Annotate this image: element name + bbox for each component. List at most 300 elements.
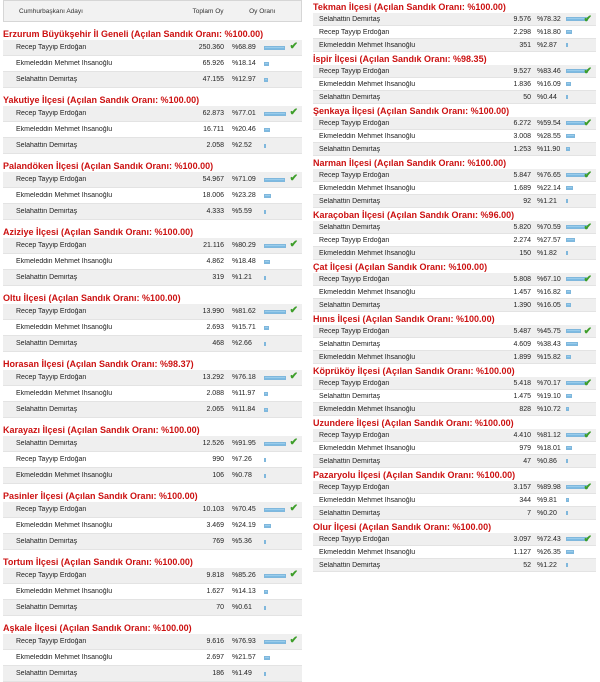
candidate-name: Recep Tayyip Erdoğan [16,242,87,249]
vote-percentage: %0.44 [537,93,557,101]
winner-check-icon: ✔ [583,378,592,389]
candidate-name: Selahattin Demirtaş [16,538,78,545]
vote-percentage: %1.49 [232,670,252,677]
vote-percentage: %70.17 [537,379,561,387]
vote-percentage: %10.72 [537,405,561,413]
vote-percentage: %21.57 [232,654,256,661]
candidate-name: Ekmeleddin Mehmet İhsanoğlu [16,390,113,397]
candidate-name: Selahattin Demirtaş [16,76,78,83]
candidate-row [3,518,302,534]
vote-count: 5.820 [513,223,531,231]
candidate-name: Ekmeleddin Mehmet İhsanoğlu [16,654,113,661]
vote-share-bar [566,147,570,151]
candidate-name: Recep Tayyip Erdoğan [16,374,87,381]
vote-count: 10.103 [202,506,224,513]
vote-count: 47.155 [202,76,224,83]
vote-percentage: %45.75 [537,327,561,335]
district-title[interactable]: İspir İlçesi (Açılan Sandık Oranı: %98.35) [313,54,487,64]
vote-count: 62.873 [202,110,224,117]
vote-count: 769 [212,538,224,545]
vote-percentage: %12.97 [232,76,256,83]
vote-count: 1.899 [513,353,531,361]
vote-percentage: %68.89 [232,44,256,51]
candidate-row [3,568,302,584]
vote-percentage: %76.65 [537,171,561,179]
vote-count: 1.836 [513,80,531,88]
vote-count: 5.847 [513,171,531,179]
vote-percentage: %80.29 [232,242,256,249]
candidate-row [3,436,302,452]
vote-count: 7 [527,509,531,517]
candidate-row [3,600,302,616]
vote-share-bar [566,290,571,294]
district-title[interactable]: Pazaryolu İlçesi (Açılan Sandık Oranı: %100.00) [313,470,516,480]
candidate-row [313,130,596,143]
vote-count: 3.157 [513,483,531,491]
vote-percentage: %77.01 [232,110,256,117]
candidate-name: Selahattin Demirtaş [16,406,78,413]
vote-percentage: %20.46 [232,126,256,133]
vote-share-bar [264,276,266,280]
candidate-name: Recep Tayyip Erdoğan [16,638,87,645]
vote-share-bar [264,326,269,330]
vote-percentage: %89.98 [537,483,561,491]
vote-count: 13.292 [202,374,224,381]
vote-percentage: %15.71 [232,324,256,331]
vote-count: 18.006 [202,192,224,199]
vote-count: 2.065 [206,406,224,413]
winner-check-icon: ✔ [583,534,592,545]
candidate-row [313,494,596,507]
candidate-row [313,429,596,442]
candidate-name: Selahattin Demirtaş [319,509,381,517]
candidate-row [313,65,596,78]
candidate-name: Selahattin Demirtaş [319,197,381,205]
header-votes: Toplam Oy [192,7,224,15]
vote-percentage: %28.55 [537,132,561,140]
candidate-name: Selahattin Demirtaş [319,145,381,153]
vote-count: 2.697 [206,654,224,661]
candidate-row [313,143,596,156]
candidate-name: Ekmeleddin Mehmet İhsanoğlu [319,41,416,49]
candidate-name: Selahattin Demirtaş [16,274,78,281]
vote-share-bar [566,95,568,99]
left-results-column [3,0,302,682]
candidate-row [313,286,596,299]
candidate-name: Recep Tayyip Erdoğan [319,171,390,179]
candidate-row [3,386,302,402]
vote-count: 468 [212,340,224,347]
candidate-row [313,351,596,364]
district-title[interactable]: Aziziye İlçesi (Açılan Sandık Oranı: %100.00) [3,227,194,237]
vote-count: 12.526 [202,440,224,447]
vote-count: 4.609 [513,340,531,348]
winner-check-icon: ✔ [289,569,298,580]
candidate-row [3,40,302,56]
candidate-name: Ekmeleddin Mehmet İhsanoğlu [16,192,113,199]
vote-count: 1.627 [206,588,224,595]
vote-share-bar [264,112,286,116]
vote-count: 1.127 [513,548,531,556]
right-sections [313,1,596,572]
vote-share-bar [264,574,286,578]
vote-percentage: %9.81 [537,496,557,504]
vote-percentage: %11.90 [537,145,561,153]
vote-percentage: %26.35 [537,548,561,556]
district-title[interactable]: Uzundere İlçesi (Açılan Sandık Oranı: %100.00) [313,418,514,428]
candidate-row [3,270,302,286]
candidate-name: Selahattin Demirtaş [16,604,78,611]
vote-count: 106 [212,472,224,479]
vote-count: 9.818 [206,572,224,579]
vote-count: 5.487 [513,327,531,335]
candidate-name: Ekmeleddin Mehmet İhsanoğlu [319,548,416,556]
candidate-row [313,78,596,91]
vote-percentage: %16.05 [537,301,561,309]
candidate-name: Recep Tayyip Erdoğan [16,572,87,579]
vote-percentage: %22.14 [537,184,561,192]
candidate-name: Ekmeleddin Mehmet İhsanoğlu [16,126,113,133]
candidate-name: Recep Tayyip Erdoğan [16,176,87,183]
candidate-row [3,204,302,220]
candidate-name: Selahattin Demirtaş [319,561,381,569]
vote-percentage: %70.59 [537,223,561,231]
vote-percentage: %59.54 [537,119,561,127]
vote-share-bar [566,459,568,463]
candidate-row [3,370,302,386]
vote-share-bar [566,329,581,333]
vote-count: 52 [523,561,531,569]
vote-share-bar [264,474,266,478]
candidate-row [3,72,302,88]
vote-count: 6.272 [513,119,531,127]
vote-percentage: %0.86 [537,457,557,465]
vote-percentage: %16.82 [537,288,561,296]
candidate-row [3,650,302,666]
district-title[interactable]: Erzurum Büyükşehir İl Geneli (Açılan Sandık Oranı: %100.00) [3,29,264,39]
candidate-name: Recep Tayyip Erdoğan [319,327,390,335]
vote-count: 1.253 [513,145,531,153]
candidate-name: Ekmeleddin Mehmet İhsanoğlu [319,132,416,140]
vote-share-bar [566,82,571,86]
candidate-row [313,559,596,572]
candidate-name: Ekmeleddin Mehmet İhsanoğlu [16,324,113,331]
vote-share-bar [264,508,285,512]
candidate-name: Ekmeleddin Mehmet İhsanoğlu [16,522,113,529]
candidate-name: Ekmeleddin Mehmet İhsanoğlu [319,184,416,192]
vote-percentage: %16.09 [537,80,561,88]
vote-share-bar [566,355,571,359]
vote-count: 1.689 [513,184,531,192]
candidate-name: Ekmeleddin Mehmet İhsanoğlu [16,472,113,479]
vote-percentage: %11.97 [232,390,256,397]
vote-percentage: %14.13 [232,588,256,595]
vote-share-bar [566,251,568,255]
candidate-name: Recep Tayyip Erdoğan [319,379,390,387]
candidate-row [313,273,596,286]
district-title[interactable]: Çat İlçesi (Açılan Sandık Oranı: %100.00) [313,262,488,272]
winner-check-icon: ✔ [289,41,298,52]
vote-share-bar [264,78,268,82]
winner-check-icon: ✔ [583,430,592,441]
vote-percentage: %81.12 [537,431,561,439]
vote-share-bar [264,178,285,182]
district-title[interactable]: Yakutiye İlçesi (Açılan Sandık Oranı: %100.00) [3,95,200,105]
vote-share-bar [566,199,568,203]
candidate-row [313,247,596,260]
vote-count: 2.088 [206,390,224,397]
candidate-row [313,299,596,312]
candidate-row [3,452,302,468]
winner-check-icon: ✔ [583,482,592,493]
vote-count: 47 [523,457,531,465]
candidate-name: Ekmeleddin Mehmet İhsanoğlu [16,258,113,265]
vote-count: 250.360 [198,44,224,51]
candidate-row [313,169,596,182]
candidate-name: Ekmeleddin Mehmet İhsanoğlu [319,444,416,452]
vote-count: 9.576 [513,15,531,23]
candidate-row [313,26,596,39]
candidate-row [313,481,596,494]
winner-check-icon: ✔ [289,305,298,316]
vote-count: 344 [519,496,531,504]
candidate-name: Ekmeleddin Mehmet İhsanoğlu [319,353,416,361]
candidate-name: Ekmeleddin Mehmet İhsanoğlu [16,60,113,67]
vote-count: 150 [519,249,531,257]
vote-count: 979 [519,444,531,452]
winner-check-icon: ✔ [289,503,298,514]
vote-share-bar [566,186,573,190]
left-sections [3,28,302,682]
district-title[interactable]: Narman İlçesi (Açılan Sandık Oranı: %100.00) [313,158,507,168]
winner-check-icon: ✔ [289,107,298,118]
candidate-row [313,117,596,130]
candidate-row [313,39,596,52]
candidate-name: Selahattin Demirtaş [319,15,381,23]
vote-share-bar [566,121,585,125]
vote-share-bar [264,524,271,528]
candidate-name: Selahattin Demirtaş [319,457,381,465]
winner-check-icon: ✔ [583,326,592,337]
winner-check-icon: ✔ [289,173,298,184]
table-header [3,0,302,22]
vote-share-bar [264,656,270,660]
candidate-name: Recep Tayyip Erdoğan [319,67,390,75]
candidate-row [3,304,302,320]
candidate-row [313,390,596,403]
header-candidate: Cumhurbaşkanı Adayı [19,7,83,15]
district-title[interactable]: Tekman İlçesi (Açılan Sandık Oranı: %100.00) [313,2,506,12]
candidate-row [3,172,302,188]
candidate-name: Ekmeleddin Mehmet İhsanoğlu [319,496,416,504]
vote-percentage: %15.82 [537,353,561,361]
candidate-row [313,507,596,520]
candidate-row [313,442,596,455]
vote-share-bar [264,62,269,66]
vote-share-bar [264,640,286,644]
candidate-row [313,182,596,195]
district-title[interactable]: Karaçoban İlçesi (Açılan Sandık Oranı: %96.00) [313,210,515,220]
vote-percentage: %2.87 [537,41,557,49]
vote-count: 1.457 [513,288,531,296]
candidate-row [3,122,302,138]
candidate-row [3,534,302,550]
candidate-row [313,403,596,416]
vote-percentage: %2.66 [232,340,252,347]
district-title[interactable]: Şenkaya İlçesi (Açılan Sandık Oranı: %100.00) [313,106,510,116]
candidate-row [3,402,302,418]
vote-count: 54.967 [202,176,224,183]
district-title[interactable]: Karayazı İlçesi (Açılan Sandık Oranı: %100.00) [3,425,200,435]
candidate-name: Recep Tayyip Erdoğan [16,110,87,117]
vote-percentage: %27.57 [537,236,561,244]
candidate-name: Selahattin Demirtaş [16,142,78,149]
candidate-name: Recep Tayyip Erdoğan [16,308,87,315]
district-title[interactable]: Tortum İlçesi (Açılan Sandık Oranı: %100.00) [3,557,193,567]
vote-count: 21.116 [203,242,224,249]
candidate-name: Selahattin Demirtaş [319,392,381,400]
vote-count: 351 [519,41,531,49]
vote-percentage: %0.61 [232,604,252,611]
vote-percentage: %1.82 [537,249,557,257]
candidate-row [3,188,302,204]
vote-share-bar [264,244,286,248]
vote-percentage: %78.32 [537,15,561,23]
district-title[interactable]: Oltu İlçesi (Açılan Sandık Oranı: %100.00) [3,293,181,303]
winner-check-icon: ✔ [289,239,298,250]
candidate-name: Selahattin Demirtaş [319,93,381,101]
candidate-row [3,584,302,600]
candidate-name: Recep Tayyip Erdoğan [319,431,390,439]
vote-count: 990 [212,456,224,463]
vote-count: 65.926 [202,60,224,67]
vote-count: 16.711 [203,126,224,133]
candidate-name: Ekmeleddin Mehmet İhsanoğlu [319,288,416,296]
candidate-row [3,254,302,270]
right-results-column [313,0,596,572]
candidate-row [3,468,302,484]
candidate-row [3,138,302,154]
candidate-name: Selahattin Demirtaş [16,340,78,347]
vote-share-bar [264,540,266,544]
candidate-name: Ekmeleddin Mehmet İhsanoğlu [319,405,416,413]
vote-percentage: %72.43 [537,535,561,543]
vote-percentage: %7.26 [232,456,252,463]
candidate-name: Recep Tayyip Erdoğan [319,236,390,244]
district-title[interactable]: Pasinler İlçesi (Açılan Sandık Oranı: %100.00) [3,491,198,501]
winner-check-icon: ✔ [289,371,298,382]
header-rate: Oy Oranı [249,7,276,15]
winner-check-icon: ✔ [583,66,592,77]
district-title[interactable]: Olur İlçesi (Açılan Sandık Oranı: %100.00) [313,522,492,532]
vote-count: 186 [212,670,224,677]
candidate-name: Ekmeleddin Mehmet İhsanoğlu [319,249,416,257]
candidate-name: Recep Tayyip Erdoğan [319,483,390,491]
vote-percentage: %2.52 [232,142,252,149]
vote-share-bar [566,446,572,450]
candidate-name: Recep Tayyip Erdoğan [319,119,390,127]
vote-count: 4.333 [206,208,224,215]
vote-count: 828 [519,405,531,413]
vote-percentage: %18.01 [537,444,561,452]
vote-count: 5.418 [513,379,531,387]
vote-share-bar [566,394,572,398]
vote-percentage: %0.78 [232,472,252,479]
vote-share-bar [566,550,574,554]
winner-check-icon: ✔ [583,118,592,129]
candidate-name: Ekmeleddin Mehmet İhsanoğlu [16,588,113,595]
vote-count: 70 [216,604,224,611]
vote-share-bar [264,590,268,594]
candidate-name: Recep Tayyip Erdoğan [16,44,87,51]
vote-percentage: %1.22 [537,561,557,569]
candidate-row [3,106,302,122]
candidate-name: Selahattin Demirtaş [16,670,78,677]
vote-percentage: %38.43 [537,340,561,348]
candidate-row [313,221,596,234]
vote-count: 1.390 [513,301,531,309]
candidate-row [3,238,302,254]
vote-count: 2.058 [206,142,224,149]
candidate-name: Selahattin Demirtaş [319,301,381,309]
vote-share-bar [264,310,286,314]
candidate-row [313,546,596,559]
candidate-name: Recep Tayyip Erdoğan [16,456,87,463]
vote-share-bar [264,342,266,346]
district-title[interactable]: Horasan İlçesi (Açılan Sandık Oranı: %98.37) [3,359,194,369]
vote-percentage: %11.84 [232,406,256,413]
candidate-row [313,533,596,546]
district-title[interactable]: Palandöken İlçesi (Açılan Sandık Oranı: %100.00) [3,161,214,171]
vote-percentage: %71.09 [232,176,256,183]
winner-check-icon: ✔ [583,222,592,233]
candidate-row [3,56,302,72]
candidate-name: Ekmeleddin Mehmet İhsanoğlu [319,80,416,88]
district-title[interactable]: Köprüköy İlçesi (Açılan Sandık Oranı: %100.00) [313,366,515,376]
vote-percentage: %24.19 [232,522,256,529]
vote-percentage: %81.62 [232,308,256,315]
winner-check-icon: ✔ [583,14,592,25]
vote-count: 3.469 [206,522,224,529]
candidate-name: Selahattin Demirtaş [16,208,78,215]
vote-percentage: %19.10 [537,392,561,400]
vote-percentage: %18.14 [232,60,256,67]
vote-percentage: %1.21 [232,274,252,281]
district-title[interactable]: Hınıs İlçesi (Açılan Sandık Oranı: %100.00) [313,314,495,324]
candidate-row [313,234,596,247]
candidate-row [3,320,302,336]
winner-check-icon: ✔ [289,635,298,646]
candidate-row [3,666,302,682]
candidate-row [313,325,596,338]
vote-count: 5.808 [513,275,531,283]
vote-percentage: %5.36 [232,538,252,545]
candidate-row [3,336,302,352]
candidate-name: Recep Tayyip Erdoğan [319,535,390,543]
vote-count: 4.862 [206,258,224,265]
vote-percentage: %0.20 [537,509,557,517]
vote-count: 50 [523,93,531,101]
winner-check-icon: ✔ [289,437,298,448]
vote-share-bar [566,303,571,307]
district-title[interactable]: Aşkale İlçesi (Açılan Sandık Oranı: %100.00) [3,623,192,633]
vote-share-bar [566,30,572,34]
vote-percentage: %76.18 [232,374,256,381]
vote-count: 13.990 [202,308,224,315]
candidate-row [313,13,596,26]
vote-percentage: %18.80 [537,28,561,36]
candidate-name: Recep Tayyip Erdoğan [319,275,390,283]
